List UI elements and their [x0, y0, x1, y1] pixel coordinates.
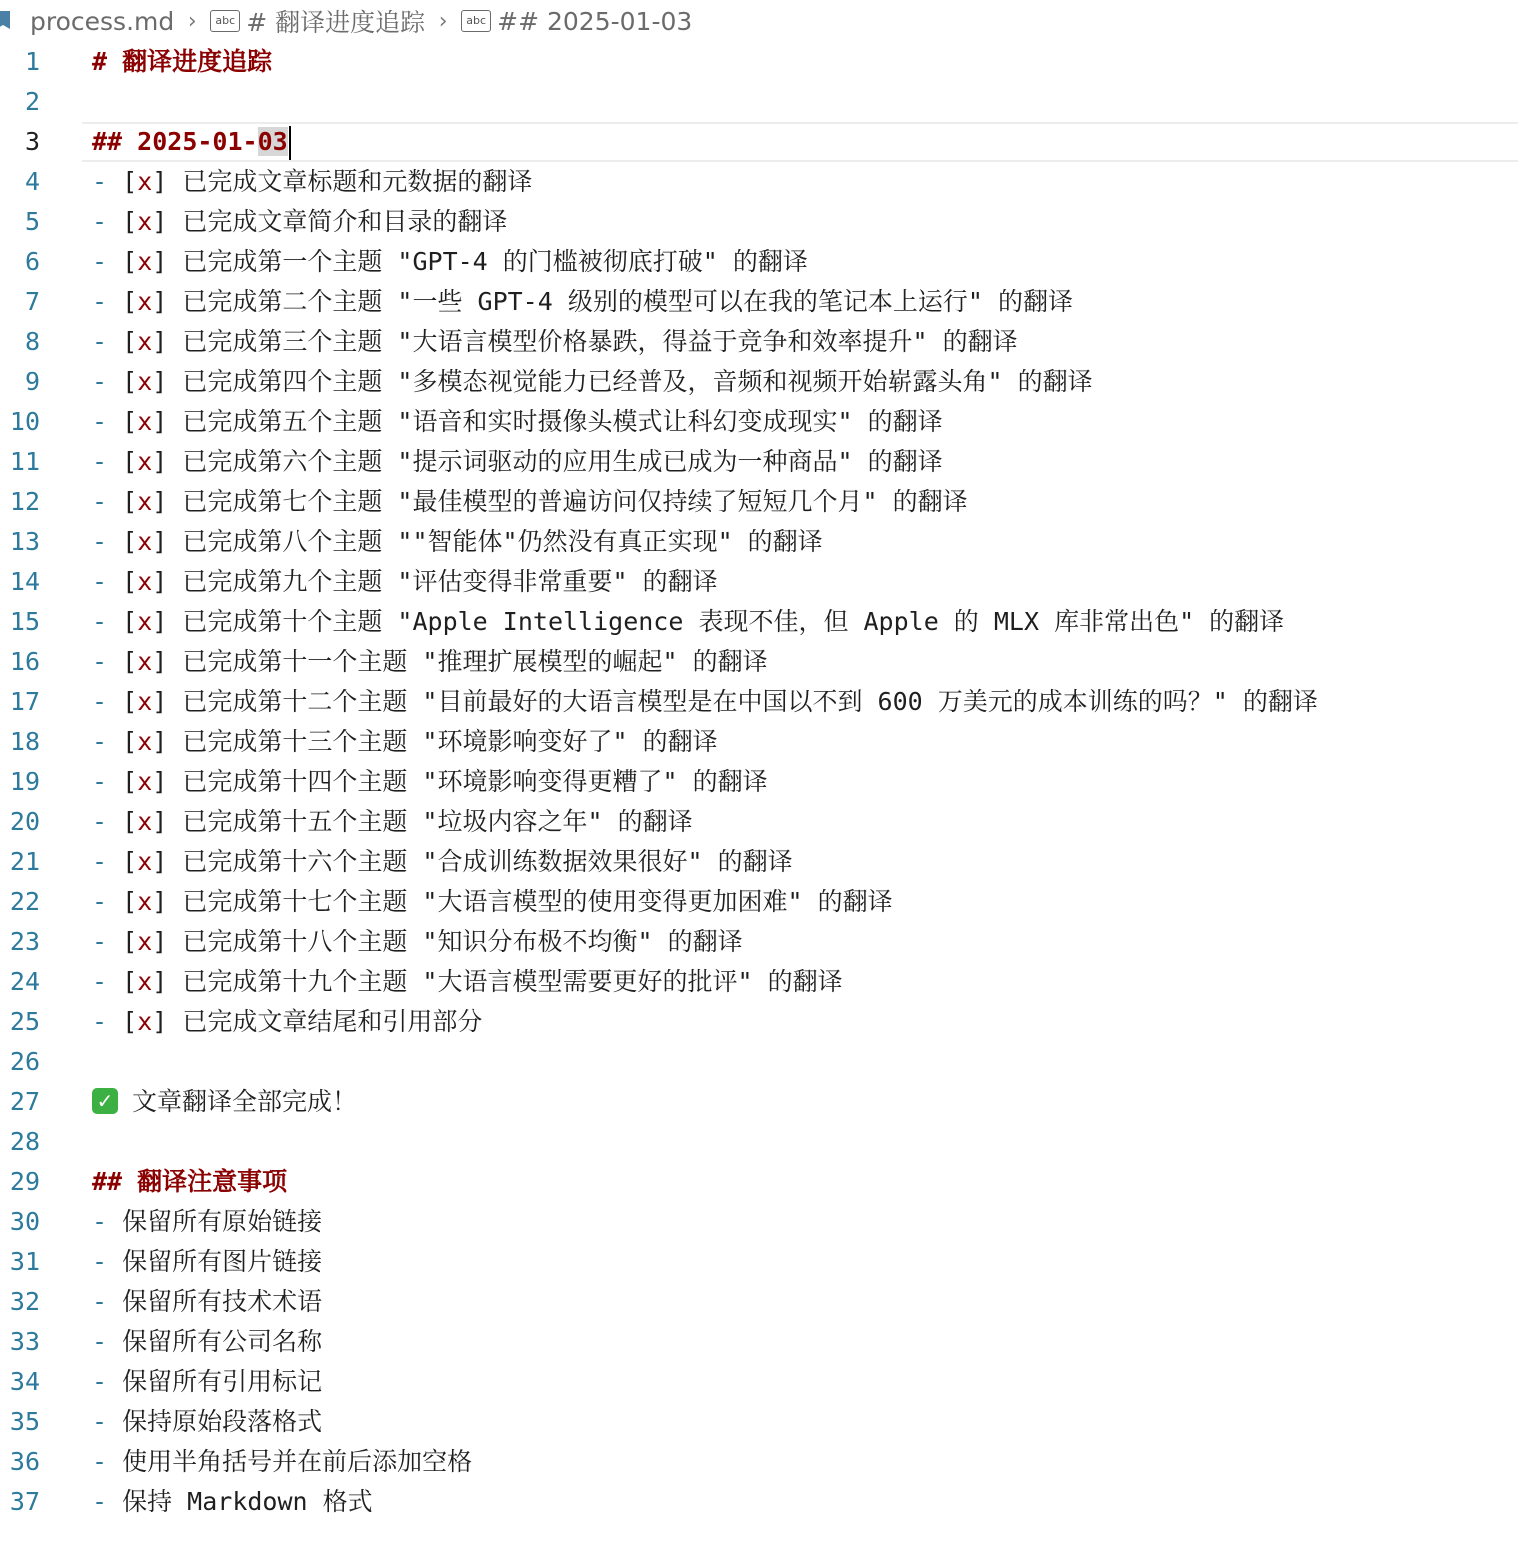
task-checkbox-mark: x [137, 1007, 153, 1036]
list-item-text: 保留所有图片链接 [122, 1247, 323, 1276]
list-dash: - [92, 527, 108, 556]
line-number: 17 [9, 687, 40, 716]
line-number: 20 [9, 807, 40, 836]
line-content [92, 1282, 322, 1322]
list-dash: - [92, 287, 108, 316]
list-dash: - [92, 607, 108, 636]
line-number: 34 [9, 1367, 40, 1396]
editor-line[interactable] [0, 1162, 1518, 1202]
task-text: 已完成第六个主题 "提示词驱动的应用生成已成为一种商品" 的翻译 [182, 447, 943, 476]
line-number: 26 [9, 1047, 40, 1076]
task-checkbox-open: [ [122, 327, 138, 356]
task-checkbox-mark: x [137, 567, 153, 596]
list-item-text: 保持原始段落格式 [122, 1407, 323, 1436]
task-text: 已完成第五个主题 "语音和实时摄像头模式让科幻变成现实" 的翻译 [182, 407, 943, 436]
editor-line[interactable] [0, 1322, 1518, 1362]
task-text: 已完成第三个主题 "大语言模型价格暴跌，得益于竞争和效率提升" 的翻译 [182, 327, 1018, 356]
task-checkbox-close: ] [152, 247, 168, 276]
task-checkbox-mark: x [137, 367, 153, 396]
line-number: 35 [9, 1407, 40, 1436]
task-text: 已完成第二个主题 "一些 GPT-4 级别的模型可以在我的笔记本上运行" 的翻译 [182, 287, 1073, 316]
task-text: 已完成第十三个主题 "环境影响变好了" 的翻译 [182, 727, 718, 756]
task-checkbox-mark: x [137, 487, 153, 516]
task-checkbox-open: [ [122, 647, 138, 676]
list-dash: - [92, 1447, 108, 1476]
line-number: 12 [9, 487, 40, 516]
list-dash: - [92, 327, 108, 356]
string-symbol-icon: abc [210, 10, 240, 32]
line-number: 25 [9, 1007, 40, 1036]
task-text: 已完成第十四个主题 "环境影响变得更糟了" 的翻译 [182, 767, 768, 796]
task-checkbox-mark: x [137, 527, 153, 556]
line-content [92, 882, 893, 922]
line-number: 28 [9, 1127, 40, 1156]
editor-line[interactable] [0, 162, 1518, 202]
line-content [92, 202, 507, 242]
task-checkbox-close: ] [152, 647, 168, 676]
markdown-file-icon [0, 9, 12, 33]
line-number: 5 [24, 207, 40, 236]
editor-line[interactable] [0, 1202, 1518, 1242]
line-content [92, 602, 1284, 642]
line-number: 1 [24, 47, 40, 76]
task-text: 已完成第十二个主题 "目前最好的大语言模型是在中国以不到 600 万美元的成本训练的吗？" 的翻译 [182, 687, 1318, 716]
list-dash: - [92, 927, 108, 956]
task-text: 已完成第十个主题 "Apple Intelligence 表现不佳，但 Apple 的 MLX 库非常出色" 的翻译 [182, 607, 1285, 636]
editor-line[interactable] [0, 402, 1518, 442]
line-content [92, 282, 1073, 322]
task-checkbox-open: [ [122, 807, 138, 836]
task-checkbox-mark: x [137, 927, 153, 956]
line-content [92, 842, 793, 882]
task-checkbox-mark: x [137, 647, 153, 676]
task-checkbox-open: [ [122, 247, 138, 276]
line-number: 24 [9, 967, 40, 996]
editor-line[interactable] [0, 562, 1518, 602]
list-dash: - [92, 207, 108, 236]
line-content [92, 42, 272, 82]
line-number: 23 [9, 927, 40, 956]
list-dash: - [92, 807, 108, 836]
list-dash: - [92, 1007, 108, 1036]
check-mark-emoji-icon: ✓ [92, 1088, 118, 1114]
editor-line[interactable] [0, 1442, 1518, 1482]
task-checkbox-close: ] [152, 327, 168, 356]
task-checkbox-close: ] [152, 167, 168, 196]
editor-line[interactable] [0, 762, 1518, 802]
task-checkbox-open: [ [122, 447, 138, 476]
task-text: 已完成第十七个主题 "大语言模型的使用变得更加困难" 的翻译 [182, 887, 893, 916]
list-dash: - [92, 567, 108, 596]
line-number: 14 [9, 567, 40, 596]
editor-line[interactable] [0, 322, 1518, 362]
editor-line[interactable] [0, 362, 1518, 402]
task-checkbox-open: [ [122, 887, 138, 916]
task-text: 已完成第十五个主题 "垃圾内容之年" 的翻译 [182, 807, 693, 836]
line-number: 10 [9, 407, 40, 436]
task-checkbox-open: [ [122, 847, 138, 876]
task-checkbox-close: ] [152, 527, 168, 556]
line-content [92, 962, 843, 1002]
line-number: 33 [9, 1327, 40, 1356]
chevron-right-icon: › [187, 8, 197, 34]
task-text: 已完成文章简介和目录的翻译 [182, 207, 508, 236]
line-number: 21 [9, 847, 40, 876]
line-content [92, 242, 808, 282]
breadcrumb [0, 0, 1518, 42]
task-checkbox-open: [ [122, 567, 138, 596]
task-checkbox-close: ] [152, 847, 168, 876]
task-checkbox-open: [ [122, 1007, 138, 1036]
line-number: 32 [9, 1287, 40, 1316]
list-dash: - [92, 887, 108, 916]
list-item-text: 保持 Markdown 格式 [122, 1487, 373, 1516]
list-item-text: 保留所有引用标记 [122, 1367, 323, 1396]
line-content [92, 1442, 472, 1482]
task-checkbox-mark: x [137, 847, 153, 876]
line-content [92, 1402, 322, 1442]
task-text: 已完成第十八个主题 "知识分布极不均衡" 的翻译 [182, 927, 743, 956]
line-number: 6 [24, 247, 40, 276]
line-content [92, 482, 968, 522]
list-dash: - [92, 487, 108, 516]
line-content [92, 1482, 373, 1522]
editor-line[interactable] [0, 922, 1518, 962]
list-dash: - [92, 647, 108, 676]
task-checkbox-close: ] [152, 967, 168, 996]
line-content [92, 642, 768, 682]
editor-line[interactable] [0, 42, 1518, 82]
chevron-right-icon: › [438, 8, 448, 34]
task-checkbox-mark: x [137, 327, 153, 356]
line-number: 11 [9, 447, 40, 476]
task-checkbox-mark: x [137, 807, 153, 836]
task-checkbox-open: [ [122, 767, 138, 796]
editor-line[interactable] [0, 282, 1518, 322]
breadcrumb-file-label: process.md [30, 6, 175, 36]
task-text: 已完成第十六个主题 "合成训练数据效果很好" 的翻译 [182, 847, 793, 876]
task-checkbox-mark: x [137, 287, 153, 316]
task-checkbox-close: ] [152, 567, 168, 596]
task-checkbox-mark: x [137, 607, 153, 636]
list-dash: - [92, 1247, 108, 1276]
task-checkbox-mark: x [137, 887, 153, 916]
task-checkbox-open: [ [122, 687, 138, 716]
line-content [92, 802, 693, 842]
task-text: 已完成文章标题和元数据的翻译 [182, 167, 533, 196]
done-text: 文章翻译全部完成！ [132, 1087, 358, 1116]
line-number: 37 [9, 1487, 40, 1516]
editor-line[interactable] [0, 1122, 1518, 1162]
task-checkbox-close: ] [152, 407, 168, 436]
line-content [92, 1002, 482, 1042]
task-text: 已完成文章结尾和引用部分 [182, 1007, 483, 1036]
line-number: 2 [24, 87, 40, 116]
editor-line[interactable] [0, 1082, 1518, 1122]
line-number: 18 [9, 727, 40, 756]
text-cursor [289, 126, 291, 160]
task-checkbox-open: [ [122, 607, 138, 636]
task-checkbox-close: ] [152, 887, 168, 916]
task-checkbox-mark: x [137, 727, 153, 756]
list-dash: - [92, 967, 108, 996]
task-checkbox-close: ] [152, 927, 168, 956]
task-checkbox-mark: x [137, 687, 153, 716]
editor-line[interactable] [0, 202, 1518, 242]
task-checkbox-mark: x [137, 207, 153, 236]
breadcrumb-file[interactable] [30, 7, 174, 36]
editor-line[interactable] [0, 482, 1518, 522]
task-checkbox-mark: x [137, 247, 153, 276]
list-dash: - [92, 1367, 108, 1396]
heading-text: 翻译注意事项 [137, 1167, 288, 1196]
line-number: 16 [9, 647, 40, 676]
task-checkbox-mark: x [137, 167, 153, 196]
line-content [92, 1202, 322, 1242]
task-checkbox-open: [ [122, 367, 138, 396]
task-checkbox-mark: x [137, 967, 153, 996]
editor-line[interactable] [0, 642, 1518, 682]
line-number: 29 [9, 1167, 40, 1196]
list-dash: - [92, 247, 108, 276]
editor-text-area[interactable] [0, 42, 1518, 1522]
task-checkbox-open: [ [122, 167, 138, 196]
selected-text: 03 [257, 127, 288, 156]
list-dash: - [92, 1487, 108, 1516]
task-checkbox-open: [ [122, 487, 138, 516]
task-text: 已完成第四个主题 "多模态视觉能力已经普及，音频和视频开始崭露头角" 的翻译 [182, 367, 1093, 396]
task-checkbox-open: [ [122, 207, 138, 236]
line-content [92, 402, 943, 442]
line-content [92, 1082, 357, 1122]
list-dash: - [92, 687, 108, 716]
line-number: 19 [9, 767, 40, 796]
task-checkbox-open: [ [122, 967, 138, 996]
editor-line[interactable] [0, 842, 1518, 882]
list-item-text: 保留所有公司名称 [122, 1327, 323, 1356]
heading-marker: ## [92, 127, 123, 156]
editor-line[interactable] [0, 1282, 1518, 1322]
task-checkbox-close: ] [152, 607, 168, 636]
task-checkbox-mark: x [137, 447, 153, 476]
task-checkbox-open: [ [122, 407, 138, 436]
markdown-heading [92, 1167, 287, 1196]
editor-line[interactable] [0, 802, 1518, 842]
line-number: 31 [9, 1247, 40, 1276]
line-content [92, 1162, 287, 1202]
list-dash: - [92, 367, 108, 396]
editor-line[interactable] [0, 1002, 1518, 1042]
editor-line[interactable] [0, 682, 1518, 722]
list-dash: - [92, 1287, 108, 1316]
editor-line[interactable] [0, 1042, 1518, 1082]
editor-line[interactable] [0, 82, 1518, 122]
task-checkbox-close: ] [152, 807, 168, 836]
list-dash: - [92, 447, 108, 476]
task-checkbox-close: ] [152, 687, 168, 716]
task-checkbox-open: [ [122, 927, 138, 956]
heading-marker: ## [92, 1167, 123, 1196]
list-item-text: 使用半角括号并在前后添加空格 [122, 1447, 473, 1476]
line-number: 27 [9, 1087, 40, 1116]
task-checkbox-mark: x [137, 407, 153, 436]
editor-line[interactable] [0, 1402, 1518, 1442]
line-number: 13 [9, 527, 40, 556]
line-content [92, 722, 718, 762]
line-number: 15 [9, 607, 40, 636]
line-content [92, 1362, 322, 1402]
line-content [92, 922, 743, 962]
line-number: 4 [24, 167, 40, 196]
task-checkbox-open: [ [122, 527, 138, 556]
breadcrumb-symbol-h1[interactable] [210, 3, 425, 39]
line-content [92, 442, 943, 482]
line-content [92, 682, 1318, 722]
editor-line[interactable] [0, 1362, 1518, 1402]
task-checkbox-close: ] [152, 367, 168, 396]
line-number: 9 [24, 367, 40, 396]
markdown-heading [92, 47, 272, 76]
list-dash: - [92, 1207, 108, 1236]
list-dash: - [92, 1327, 108, 1356]
task-text: 已完成第九个主题 "评估变得非常重要" 的翻译 [182, 567, 718, 596]
task-checkbox-close: ] [152, 287, 168, 316]
line-content [92, 1242, 322, 1282]
list-item-text: 保留所有技术术语 [122, 1287, 323, 1316]
editor-line[interactable] [0, 1482, 1518, 1522]
line-content [92, 322, 1018, 362]
task-checkbox-open: [ [122, 287, 138, 316]
line-number: 36 [9, 1447, 40, 1476]
editor-line[interactable] [0, 122, 1518, 162]
line-number: 8 [24, 327, 40, 356]
task-text: 已完成第十一个主题 "推理扩展模型的崛起" 的翻译 [182, 647, 768, 676]
line-content [92, 122, 291, 162]
editor-line[interactable] [0, 722, 1518, 762]
breadcrumb-symbol-h2-label: ## 2025-01-03 [497, 6, 693, 36]
task-checkbox-close: ] [152, 767, 168, 796]
line-content [92, 162, 532, 202]
list-dash: - [92, 767, 108, 796]
editor-line[interactable] [0, 242, 1518, 282]
task-checkbox-close: ] [152, 207, 168, 236]
editor-line[interactable] [0, 882, 1518, 922]
task-checkbox-mark: x [137, 767, 153, 796]
line-content [92, 1322, 322, 1362]
string-symbol-icon: abc [461, 10, 491, 32]
heading-marker: # [92, 47, 108, 76]
line-number: 7 [24, 287, 40, 316]
task-checkbox-open: [ [122, 727, 138, 756]
markdown-heading [92, 127, 288, 156]
list-dash: - [92, 167, 108, 196]
heading-text: 翻译进度追踪 [122, 47, 273, 76]
task-text: 已完成第八个主题 ""智能体"仍然没有真正实现" 的翻译 [182, 527, 823, 556]
task-text: 已完成第十九个主题 "大语言模型需要更好的批评" 的翻译 [182, 967, 843, 996]
task-checkbox-close: ] [152, 727, 168, 756]
line-number: 3 [24, 127, 40, 156]
editor-line[interactable] [0, 602, 1518, 642]
list-dash: - [92, 727, 108, 756]
task-text: 已完成第一个主题 "GPT-4 的门槛被彻底打破" 的翻译 [182, 247, 808, 276]
list-dash: - [92, 1407, 108, 1436]
line-content [92, 522, 823, 562]
task-checkbox-close: ] [152, 487, 168, 516]
line-content [92, 562, 718, 602]
task-checkbox-close: ] [152, 447, 168, 476]
line-content [92, 762, 768, 802]
list-dash: - [92, 847, 108, 876]
breadcrumb-symbol-h1-label: # 翻译进度追踪 [246, 8, 426, 37]
line-number: 22 [9, 887, 40, 916]
list-item-text: 保留所有原始链接 [122, 1207, 323, 1236]
editor-line[interactable] [0, 442, 1518, 482]
heading-text: 2025-01- [137, 127, 258, 156]
task-checkbox-close: ] [152, 1007, 168, 1036]
breadcrumb-symbol-h2[interactable] [461, 7, 692, 36]
list-dash: - [92, 407, 108, 436]
line-number: 30 [9, 1207, 40, 1236]
editor-line[interactable] [0, 1242, 1518, 1282]
editor-line[interactable] [0, 522, 1518, 562]
editor-line[interactable] [0, 962, 1518, 1002]
line-content [92, 362, 1093, 402]
task-text: 已完成第七个主题 "最佳模型的普遍访问仅持续了短短几个月" 的翻译 [182, 487, 968, 516]
